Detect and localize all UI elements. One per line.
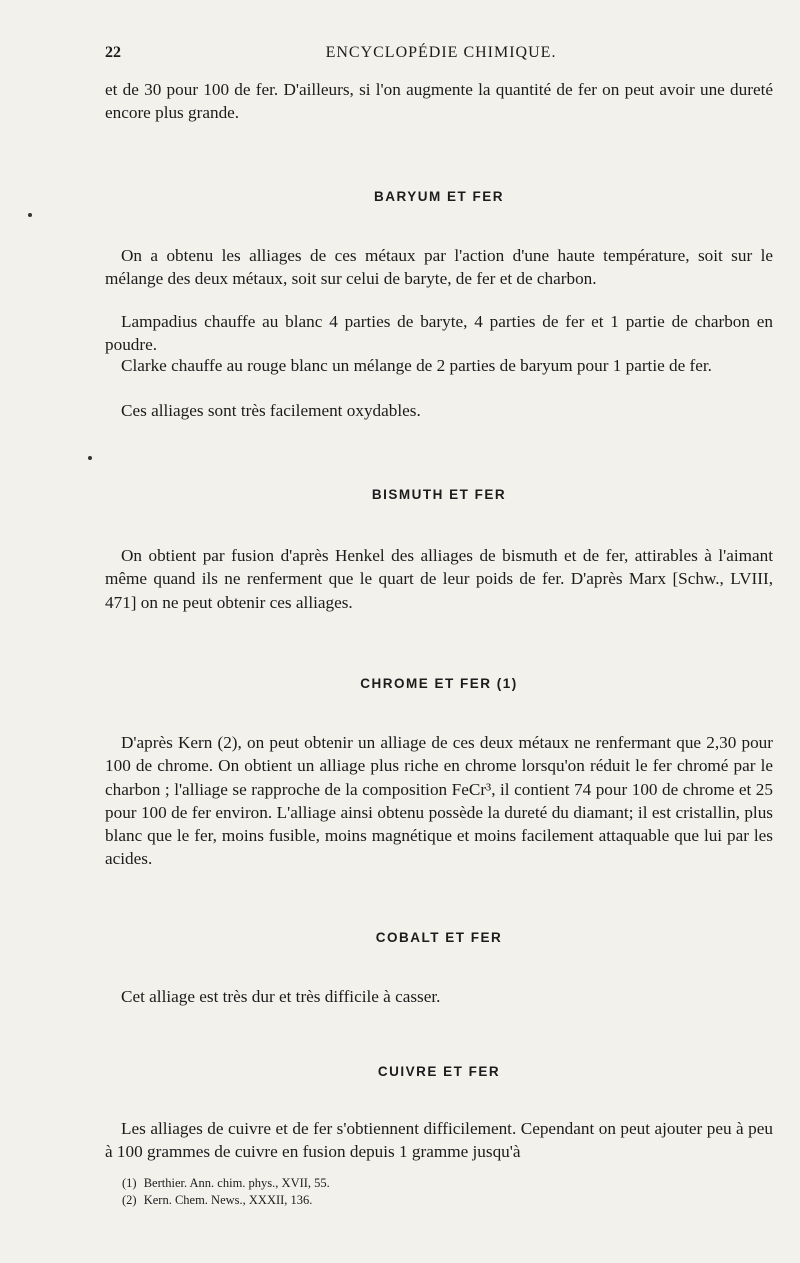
bismuth-paragraph-1: On obtient par fusion d'après Henkel des alliages de bismuth et de fer, attirables à l'aimant même quand ils ne renferment que le quart de leur poids de fer. D'après Marx [Schw., LVIII, 471] on ne peut obtenir ces alliages. <box>105 546 773 612</box>
baryum-paragraph-4: Ces alliages sont très facilement oxydables. <box>121 401 421 420</box>
cobalt-paragraph-1: Cet alliage est très dur et très difficile à casser. <box>121 987 441 1006</box>
footnote-1-number: (1) <box>122 1176 137 1190</box>
running-title: ENCYCLOPÉDIE CHIMIQUE. <box>325 44 557 61</box>
cuivre-paragraph-1: Les alliages de cuivre et de fer s'obtiennent difficilement. Cependant on peut ajouter peu à peu à 100 grammes de cuivre en fusion depuis 1 gramme jusqu'à <box>105 1119 773 1162</box>
section-title-cuivre: CUIVRE ET FER <box>377 1064 501 1079</box>
section-title-bismuth: BISMUTH ET FER <box>371 487 507 502</box>
page-header <box>105 44 777 68</box>
page-number: 22 <box>105 44 121 61</box>
chrome-paragraph-1: D'après Kern (2), on peut obtenir un alliage de ces deux métaux ne renfermant que 2,30 pour 100 de chrome. On obtient un alliage plus riche en chrome lorsqu'on réduit le fer chromé par le charbon ; l'alliage se rapproche de la composition FeCr³, il contient 74 pour 100 de chrome et 25 pour 100 de fer environ. L'alliage ainsi obtenu possède la dureté du diamant; il est cristallin, plus blanc que le fer, moins fusible, moins magnétique et moins facilement attaquable que lui par les acides. <box>105 733 773 869</box>
margin-mark <box>88 456 92 460</box>
baryum-paragraph-2: Lampadius chauffe au blanc 4 parties de baryte, 4 parties de fer et 1 partie de charbon en poudre. <box>105 312 773 355</box>
baryum-paragraph-1: On a obtenu les alliages de ces métaux par l'action d'une haute température, soit sur le mélange des deux métaux, soit sur celui de baryte, de fer et de charbon. <box>105 246 773 289</box>
footnote-2 <box>122 1193 762 1207</box>
section-title-baryum: BARYUM ET FER <box>374 189 504 204</box>
section-title-cobalt: COBALT ET FER <box>375 930 503 945</box>
footnote-1 <box>122 1176 762 1190</box>
footnote-2-number: (2) <box>122 1193 137 1207</box>
section-title-chrome: CHROME ET FER (1) <box>360 676 518 691</box>
baryum-paragraph-3: Clarke chauffe au rouge blanc un mélange de 2 parties de baryum pour 1 partie de fer. <box>121 356 712 375</box>
footnote-2-text: Kern. Chem. News., XXXII, 136. <box>143 1193 313 1207</box>
intro-paragraph: et de 30 pour 100 de fer. D'ailleurs, si l'on augmente la quantité de fer on peut avoir une dureté encore plus grande. <box>105 80 773 123</box>
margin-mark <box>28 213 32 217</box>
footnote-1-text: Berthier. Ann. chim. phys., XVII, 55. <box>143 1176 330 1190</box>
